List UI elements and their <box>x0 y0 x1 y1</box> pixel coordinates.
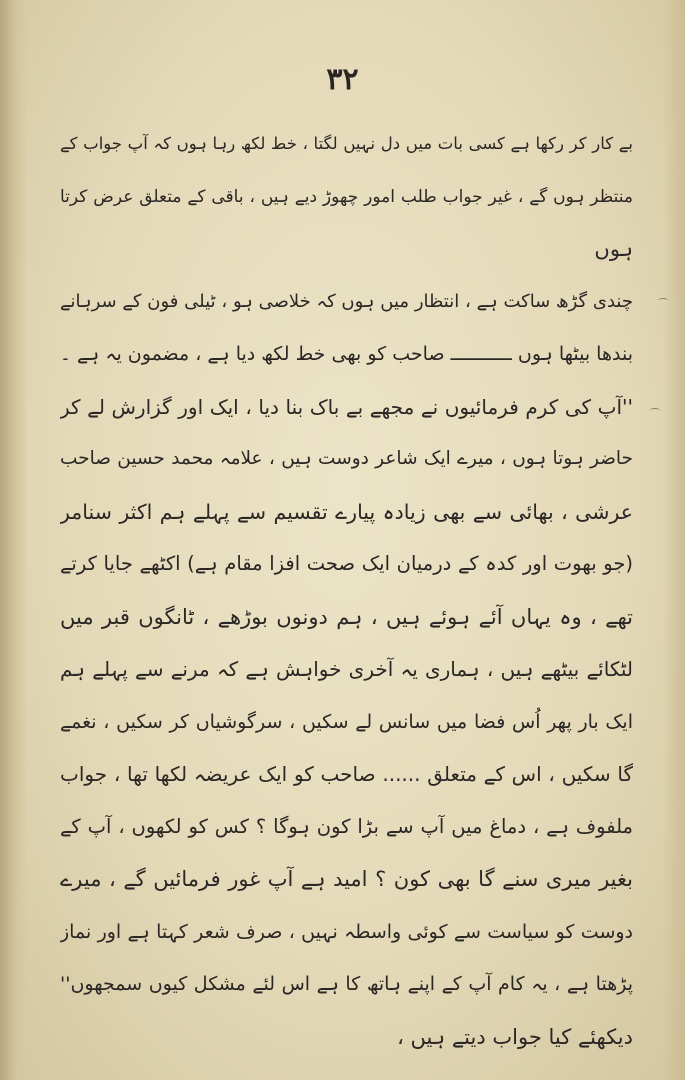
text-line-11: لٹکائے بیٹھے ہیں ، ہماری یہ آخری خواہش ہے کہ مرنے سے پہلے ہم <box>60 657 633 681</box>
text-line-2: منتظر ہوں گے ، غیر جواب طلب امور چھوڑ دیے ہیں ، باقی کے متعلق عرض کرتا <box>60 186 633 207</box>
text-line-14: ملفوف ہے ، دماغ میں آپ سے بڑا کون ہوگا ؟ کس کو لکھوں ، آپ کے <box>60 814 633 838</box>
text-line-8: عرشی ، بھائی سے بھی زیادہ پیارے تقسیم سے پہلے ہم اکثر سنامر <box>60 499 633 524</box>
margin-mark <box>658 298 668 303</box>
margin-mark <box>650 408 660 413</box>
page-edge-right <box>663 0 685 1080</box>
urdu-text-body <box>60 118 633 1063</box>
text-line-4: چندی گڑھ ساکت ہے ، انتظار میں ہوں کہ خلاصی ہو ، ٹیلی فون کے سرہانے <box>60 290 633 312</box>
text-line-1: بے کار کر رکھا ہے کسی بات میں دل نہیں لگتا ، خط لکھ رہا ہوں کہ آپ جواب کے <box>60 134 633 153</box>
page-edge-left <box>0 0 28 1080</box>
text-line-3: ہوں <box>594 237 633 261</box>
text-line-18: دیکھئے کیا جواب دیتے ہیں ، <box>397 1024 633 1049</box>
text-line-17: پڑھتا ہے ، یہ کام آپ کے اپنے ہاتھ کا ہے اس لئے مشکل کیوں سمجھوں'' <box>60 973 633 995</box>
text-line-13: گا سکیں ، اس کے متعلق ...... صاحب کو ایک عریضہ لکھا تھا ، جواب <box>60 762 633 786</box>
text-line-16: دوست کو سیاست سے کوئی واسطہ نہیں ، صرف شعر کہتا ہے اور نماز <box>60 920 633 943</box>
text-line-12: ایک بار پھر اُس فضا میں سانس لے سکیں ، سرگوشیاں کر سکیں ، نغمے <box>60 710 633 733</box>
text-line-5: بندھا بیٹھا ہوں ـــــــــــ صاحب کو بھی خط لکھ دیا ہے ، مضمون یہ ہے ۔ <box>60 343 633 365</box>
text-line-10: تھے ، وہ یہاں آئے ہوئے ہیں ، ہم دونوں بوڑھے ، ٹانگوں قبر میں <box>60 604 633 629</box>
text-line-15: بغیر میری سنے گا بھی کون ؟ امید ہے آپ غور فرمائیں گے ، میرے <box>60 867 633 891</box>
text-line-9: (جو بھوت اور کدہ کے درمیان ایک صحت افزا مقام ہے) اکٹھے جایا کرتے <box>60 552 633 575</box>
page-number: ۳۲ <box>326 62 359 97</box>
text-line-6: ''آپ کی کرم فرمائیوں نے مجھے بے باک بنا دیا ، ایک اور گزارش لے کر <box>60 394 633 419</box>
text-line-7: حاضر ہوتا ہوں ، میرے ایک شاعر دوست ہیں ، علامہ محمد حسین صاحب <box>60 448 633 469</box>
